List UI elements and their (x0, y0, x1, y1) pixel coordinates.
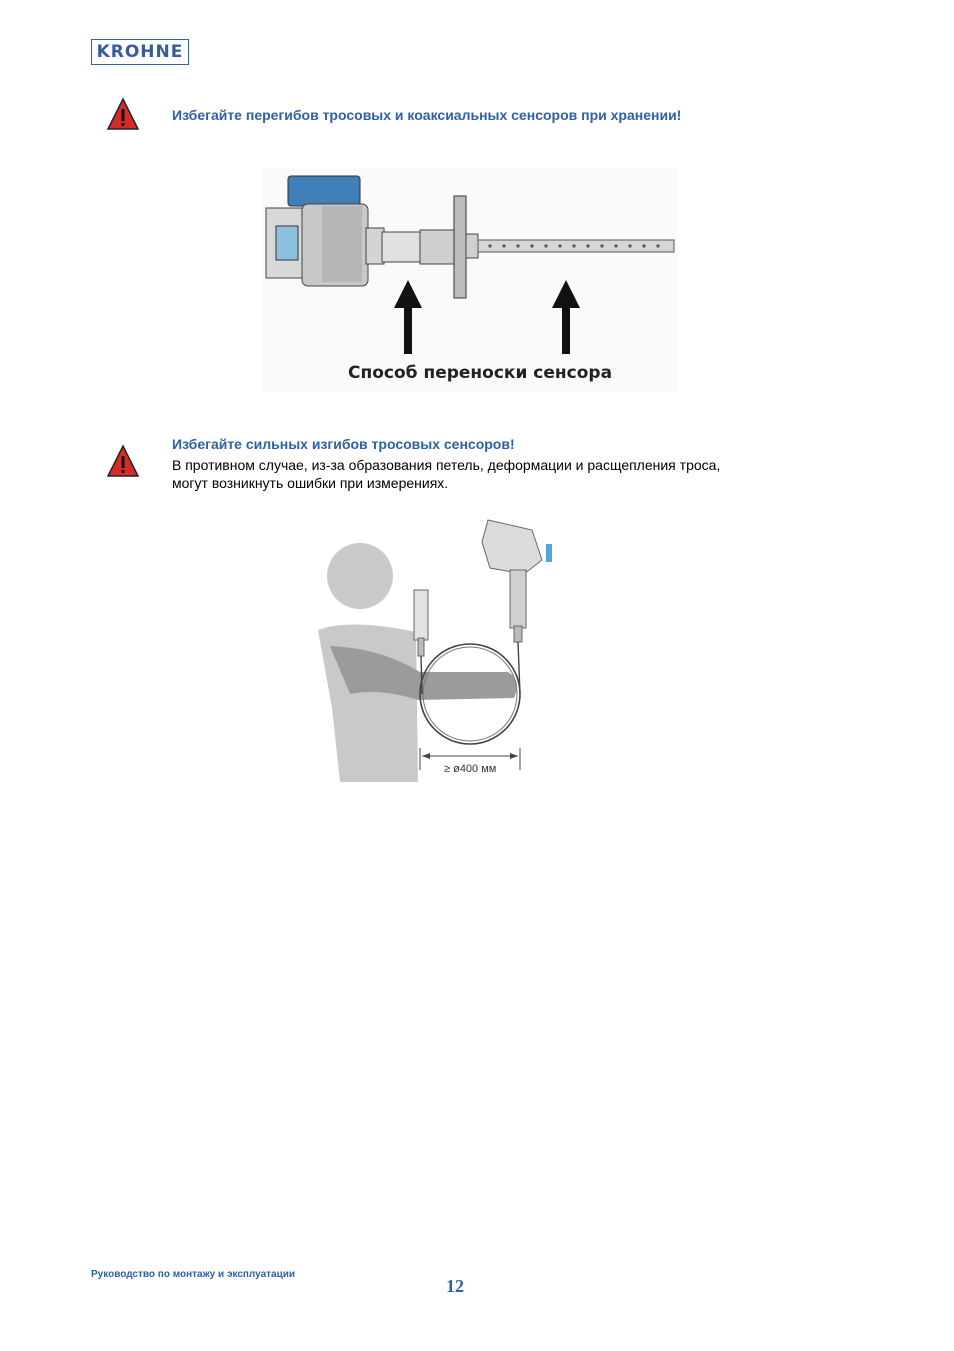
warning-body (172, 456, 832, 492)
page-number: 12 (446, 1276, 464, 1296)
warning-body-line1: В противном случае, из-за образования петель, деформации и расщепления троса, (172, 457, 721, 473)
logo-text: KROHNE (96, 42, 184, 62)
warning-body-line2: могут возникнуть ошибки при измерениях. (172, 475, 449, 491)
warning-heading-storage: Избегайте перегибов тросовых и коаксиальных сенсоров при хранении! (172, 107, 682, 123)
brand-logo (91, 39, 189, 65)
warning-heading-bending: Избегайте сильных изгибов тросовых сенсоров! (172, 436, 515, 452)
sensor-carrying-figure (262, 168, 678, 392)
footer-manual-title: Руководство по монтажу и эксплуатации (91, 1269, 296, 1280)
warning-triangle-icon (106, 444, 140, 478)
figure-caption-carrying: Способ переноски сенсора (348, 363, 613, 383)
cable-bend-figure (310, 508, 555, 786)
warning-triangle-icon (106, 97, 140, 131)
dimension-label: ≥ ø400 мм (444, 763, 497, 775)
